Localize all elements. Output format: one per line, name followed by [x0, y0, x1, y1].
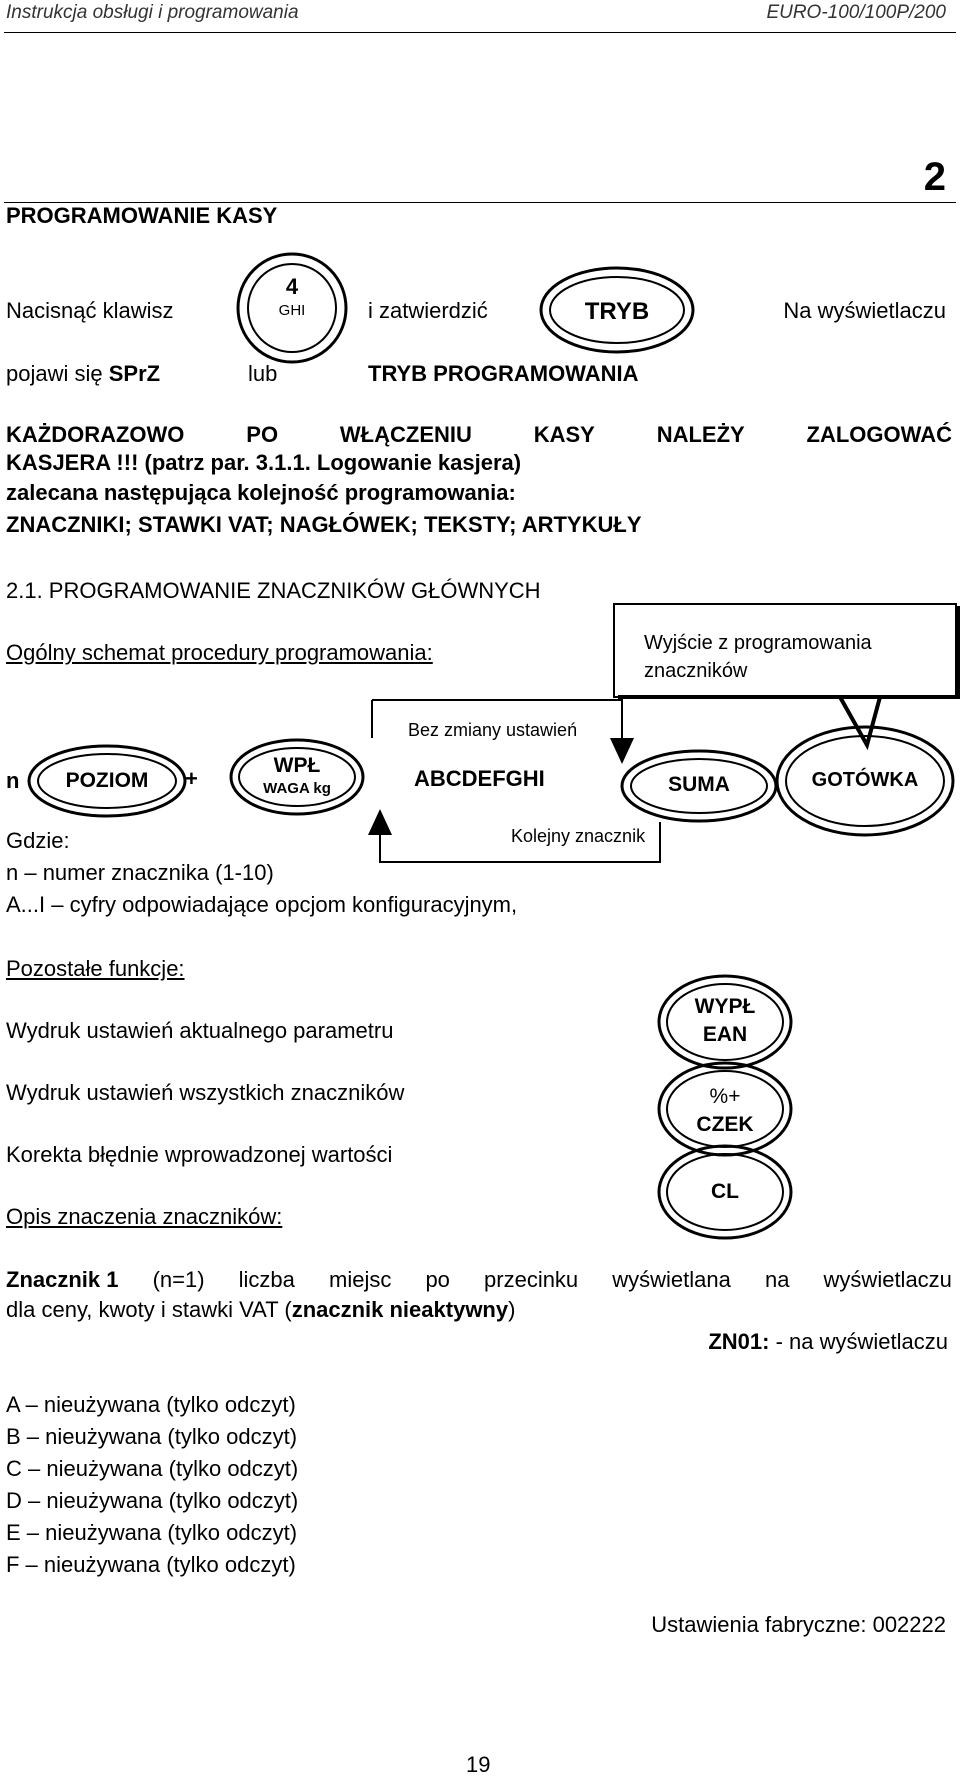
section-title: PROGRAMOWANIE KASY [6, 203, 278, 228]
flag1-word: wyświetlana [612, 1267, 731, 1292]
factory-settings: Ustawienia fabryczne: 002222 [651, 1612, 946, 1637]
print-current-text: Wydruk ustawień aktualnego parametru [6, 1018, 394, 1043]
flag1-word: na [764, 1267, 790, 1292]
key-czek-line-1: %+ [709, 1085, 741, 1108]
flag1-word: przecinku [484, 1267, 579, 1292]
flag1-word: po [425, 1267, 450, 1292]
no-change-label: Bez zmiany ustawień [408, 720, 578, 740]
subsection-title: 2.1. PROGRAMOWANIE ZNACZNIKÓW GŁÓWNYCH [6, 578, 541, 603]
flag1-option: F – nieużywana (tylko odczyt) [6, 1552, 296, 1577]
flag1-option: E – nieużywana (tylko odczyt) [6, 1520, 298, 1545]
key-wypl-ean-line-2: EAN [702, 1023, 748, 1046]
warning-word: PO [246, 422, 279, 447]
flag1-zn-code: ZN01: [708, 1329, 770, 1354]
flag1-word: liczba [238, 1267, 295, 1292]
digits-label: ABCDEFGHI [414, 766, 545, 791]
warning-line-2: KASJERA !!! (patrz par. 3.1.1. Logowanie kasjera) [6, 450, 522, 475]
warning-word: ZALOGOWAĆ [806, 422, 952, 447]
flag1-word: wyświetlaczu [823, 1267, 952, 1292]
flag1-line2-post: ) [508, 1297, 516, 1322]
on-display-text: Na wyświetlaczu [783, 298, 946, 323]
flag1-word: (n=1) [152, 1267, 205, 1292]
key-wypl-ean-line-1: WYPŁ [694, 995, 756, 1018]
flag1-line-2 [6, 1297, 515, 1323]
next-flag-label: Kolejny znacznik [511, 826, 646, 846]
appears-line [6, 361, 160, 387]
press-key-text: Nacisnąć klawisz [6, 298, 174, 323]
flag1-display-line [708, 1329, 948, 1355]
flag1-word: miejsc [329, 1267, 392, 1292]
key-suma-label: SUMA [668, 773, 730, 796]
warning-word: WŁĄCZENIU [339, 422, 472, 447]
flag1-option: B – nieużywana (tylko odczyt) [6, 1424, 298, 1449]
plus-label: + [185, 766, 198, 791]
flag1-option: C – nieużywana (tylko odczyt) [6, 1456, 299, 1481]
key-wypl-main: WPŁ [273, 754, 321, 777]
callout-line-2: znaczników [644, 660, 748, 682]
flag1-line-1 [6, 1267, 952, 1293]
flag1-line2-pre: dla ceny, kwoty i stawki VAT ( [6, 1297, 292, 1322]
key-cl-label: CL [711, 1180, 739, 1203]
warning-line-1 [6, 422, 952, 448]
or-text: lub [248, 361, 278, 386]
warning-line-3: zalecana następująca kolejność programowania: [6, 480, 516, 505]
flag1-option: A – nieużywana (tylko odczyt) [6, 1392, 296, 1417]
appears-text: pojawi się [6, 361, 109, 386]
n-label: n [6, 768, 20, 793]
warning-line-4: ZNACZNIKI; STAWKI VAT; NAGŁÓWEK; TEKSTY; ARTYKUŁY [6, 512, 642, 537]
correct-text: Korekta błędnie wprowadzonej wartości [6, 1142, 393, 1167]
sprz-text: SPrZ [108, 361, 161, 386]
flag1-zn-desc: - na wyświetlaczu [769, 1329, 948, 1354]
warning-word: NALEŻY [656, 422, 745, 447]
and-confirm-text: i zatwierdzić [368, 298, 488, 323]
other-functions-title: Pozostałe funkcje: [6, 956, 185, 981]
key-tryb-label: TRYB [584, 298, 650, 325]
where-ai: A...I – cyfry odpowiadające opcjom konfiguracyjnym, [6, 892, 518, 917]
print-all-text: Wydruk ustawień wszystkich znaczników [6, 1080, 405, 1105]
where-n: n – numer znacznika (1-10) [6, 860, 274, 885]
key-wypl-sub: WAGA kg [263, 780, 331, 797]
flag1-name: Znacznik 1 [6, 1267, 119, 1292]
flags-desc-title: Opis znaczenia znaczników: [6, 1204, 283, 1229]
flag1-inactive: znacznik nieaktywny [291, 1297, 509, 1322]
callout-line-1: Wyjście z programowania [644, 632, 872, 654]
warning-word: KAŻDORAZOWO [6, 422, 185, 447]
key-czek-line-2: CZEK [696, 1113, 754, 1136]
tryb-prog-text: TRYB PROGRAMOWANIA [368, 361, 639, 386]
chapter-number: 2 [923, 155, 946, 199]
key-poziom-label: POZIOM [65, 769, 149, 792]
where-title: Gdzie: [6, 828, 70, 853]
key-4-main: 4 [285, 274, 299, 299]
schema-label: Ogólny schemat procedury programowania: [6, 640, 433, 665]
page-number: 19 [466, 1752, 491, 1777]
key-gotowka-label: GOTÓWKA [811, 769, 919, 791]
warning-word: KASY [533, 422, 595, 447]
header-right: EURO-100/100P/200 [766, 2, 946, 23]
header-left: Instrukcja obsługi i programowania [6, 2, 299, 23]
flag1-option: D – nieużywana (tylko odczyt) [6, 1488, 299, 1513]
key-4-sub: GHI [278, 302, 306, 319]
